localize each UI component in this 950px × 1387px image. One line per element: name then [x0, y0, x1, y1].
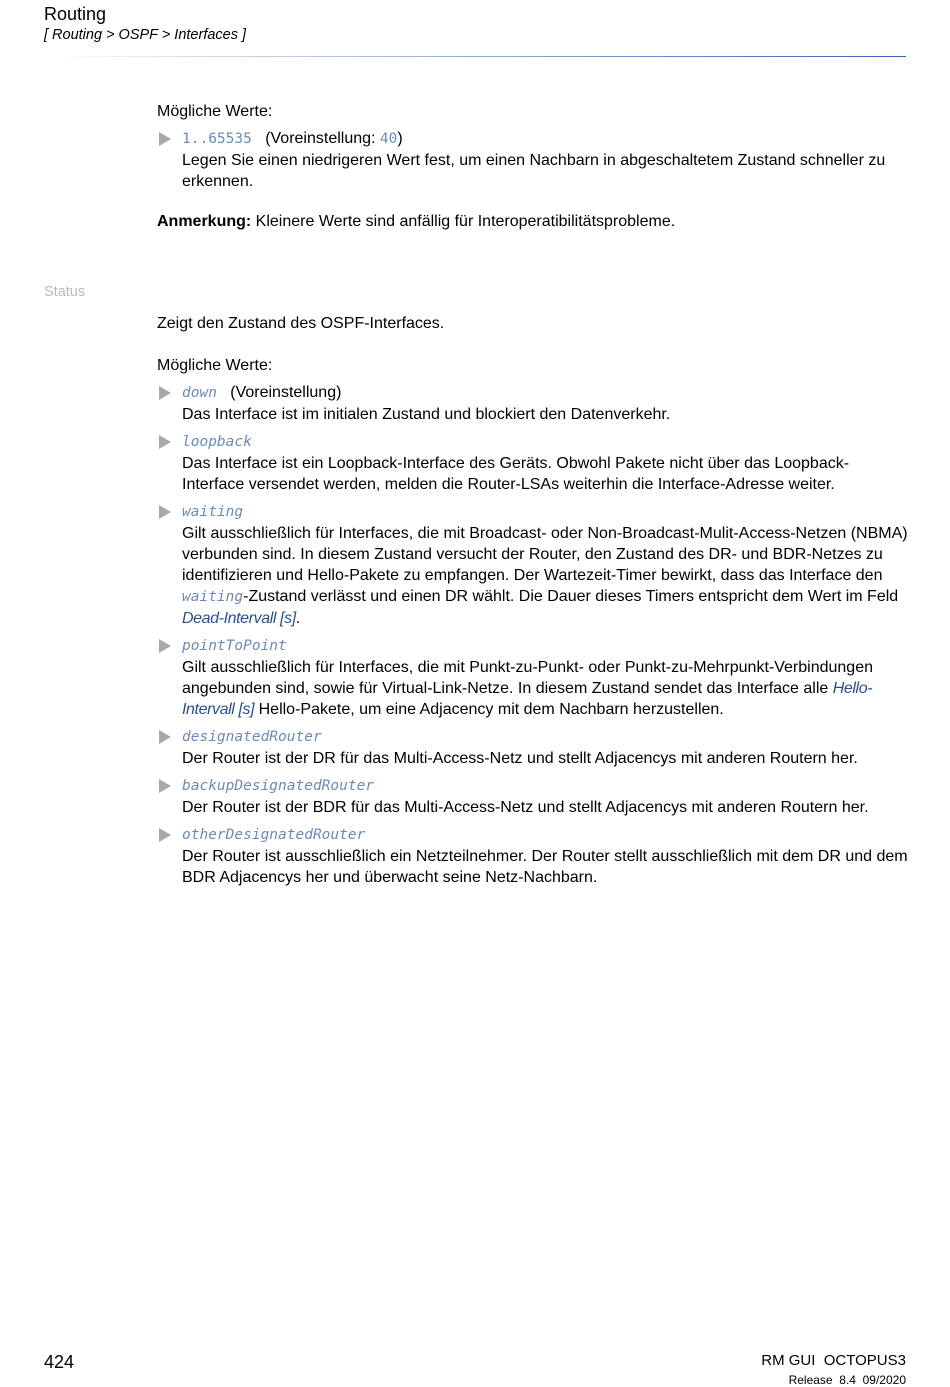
range-description: Legen Sie einen niedrigeren Wert fest, um einen Nachbarn in abgeschaltetem Zustand schneller zu erkennen. — [182, 152, 886, 190]
triangle-bullet-icon — [159, 730, 171, 744]
default-suffix: (Voreinstellung) — [216, 384, 342, 401]
value-description: Das Interface ist ein Loopback-Interface des Geräts. Obwohl Pakete nicht über das Loopback-Interface versendet werden, melden die Router-LSAs weiterhin die Interface-Adresse weiter. — [182, 455, 850, 493]
value-description: Der Router ist der DR für das Multi-Access-Netz und stellt Adjacencys mit anderen Routern her. — [182, 750, 858, 767]
list-item — [157, 775, 909, 818]
value-description: Das Interface ist im initialen Zustand und blockiert den Datenverkehr. — [182, 406, 671, 423]
inline-code: waiting — [182, 589, 244, 605]
desc-part: Hello-Pakete, um eine Adjacency mit dem Nachbarn herzustellen. — [254, 701, 724, 718]
triangle-bullet-icon — [159, 639, 171, 653]
value-description — [182, 657, 909, 720]
list-item — [157, 824, 909, 888]
value-pointtopoint: pointToPoint — [182, 638, 287, 654]
list-item — [157, 501, 909, 629]
value-description — [182, 523, 909, 629]
triangle-bullet-icon — [159, 828, 171, 842]
default-open: (Voreinstellung: — [265, 130, 380, 147]
value-designatedrouter: designatedRouter — [182, 729, 322, 745]
possible-values-label: Mögliche Werte: — [157, 103, 273, 120]
status-intro: Zeigt den Zustand des OSPF-Interfaces. — [157, 315, 445, 332]
desc-part: -Zustand verlässt und einen DR wählt. Die Dauer dieses Timers entspricht dem Wert im Feld — [243, 588, 899, 605]
value-description: Der Router ist der BDR für das Multi-Access-Netz und stellt Adjacencys mit anderen Routern her. — [182, 799, 869, 816]
footer-product: RM GUI OCTOPUS3 — [761, 1352, 906, 1369]
list-item — [157, 726, 909, 769]
triangle-bullet-icon — [159, 386, 171, 400]
page-header-title: Routing — [44, 4, 107, 24]
desc-part: . — [295, 610, 301, 627]
value-backupdesignatedrouter: backupDesignatedRouter — [182, 778, 375, 794]
default-close: ) — [397, 130, 403, 147]
value-down: down — [182, 385, 217, 401]
default-value: 40 — [379, 131, 398, 147]
status-field-label: Status — [44, 284, 86, 300]
triangle-bullet-icon — [159, 505, 171, 519]
header-divider — [56, 56, 906, 57]
page-number: 424 — [44, 1352, 75, 1372]
value-loopback: loopback — [182, 434, 252, 450]
note-label: Anmerkung: — [157, 213, 252, 230]
triangle-bullet-icon — [159, 132, 171, 146]
list-item — [157, 382, 909, 425]
status-section — [157, 313, 909, 894]
list-item — [157, 128, 909, 192]
value-waiting: waiting — [182, 504, 244, 520]
value-description: Der Router ist ausschließlich ein Netzteilnehmer. Der Router stellt ausschließlich mit dem DR und dem BDR Adjacencys her und überwacht seine Netz-Nachbarn. — [182, 848, 908, 886]
breadcrumb: [ Routing > OSPF > Interfaces ] — [44, 27, 247, 43]
range-value: 1..65535 — [182, 131, 252, 147]
hello-interval-link[interactable]: Hello-Intervall [s] — [182, 680, 873, 718]
value-otherdesignatedrouter: otherDesignatedRouter — [182, 827, 366, 843]
footer-release: Release 8.4 09/2020 — [788, 1373, 906, 1387]
desc-part: Gilt ausschließlich für Interfaces, die mit Punkt-zu-Punkt- oder Punkt-zu-Mehrpunkt-Verbindungen angebunden sind, sowie für Virtual-Link-Netze. In diesem Zustand sendet das Interface alle — [182, 659, 873, 697]
triangle-bullet-icon — [159, 779, 171, 793]
top-section — [157, 101, 909, 232]
note-paragraph — [157, 211, 909, 232]
note-text: Kleinere Werte sind anfällig für Interoperatibilitätsprobleme. — [251, 213, 676, 230]
list-item — [157, 431, 909, 495]
dead-interval-link[interactable]: Dead-Intervall [s] — [182, 610, 296, 627]
possible-values-label: Mögliche Werte: — [157, 357, 273, 374]
desc-part: Gilt ausschließlich für Interfaces, die mit Broadcast- oder Non-Broadcast-Mulit-Access-Netzen (NBMA) verbunden sind. In diesem Zustand versucht der Router, den Zustand des DR- und BDR-Netzes zu identifizieren und Hello-Pakete zu empfangen. Der Wartezeit-Timer bewirkt, dass das Interface den — [182, 525, 908, 584]
list-item — [157, 635, 909, 720]
triangle-bullet-icon — [159, 435, 171, 449]
